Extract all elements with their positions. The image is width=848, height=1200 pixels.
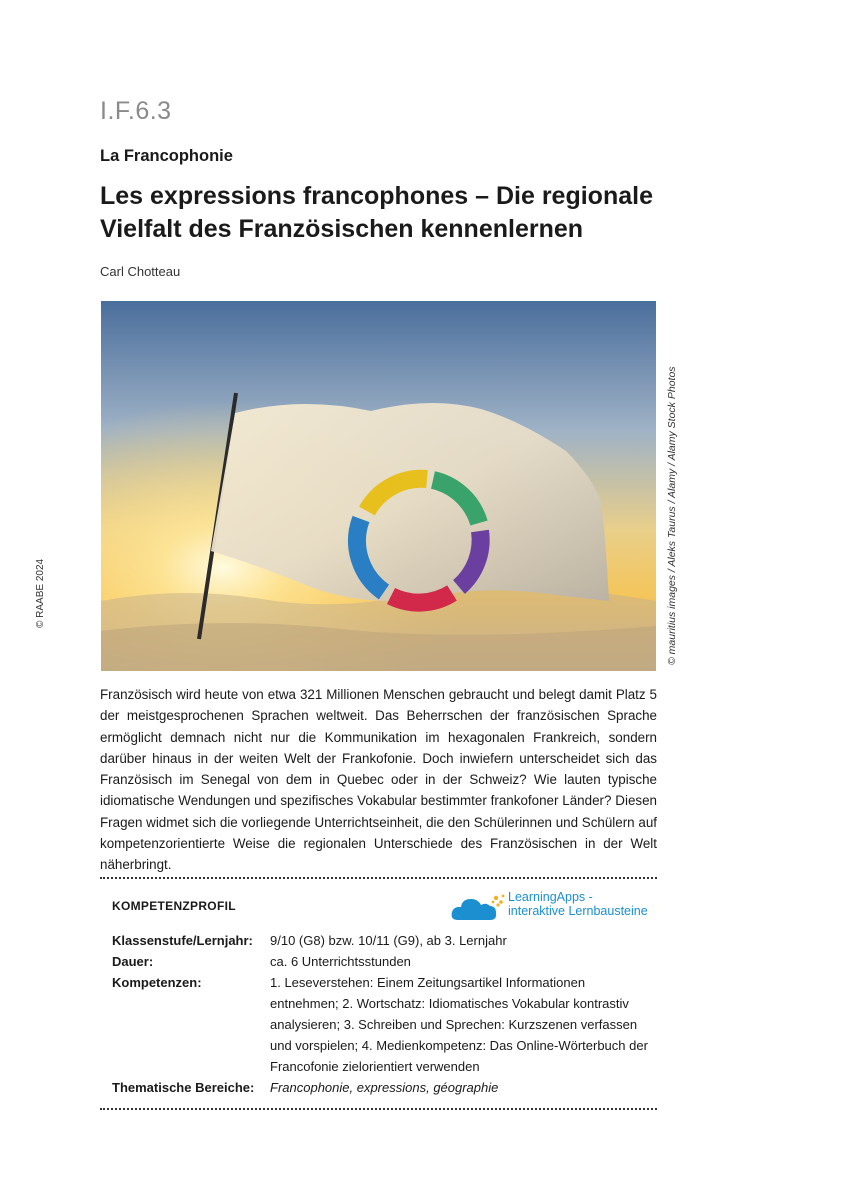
learningapps-text — [508, 890, 648, 918]
profile-label: Dauer: — [112, 954, 154, 969]
competence-profile-heading: KOMPETENZPROFIL — [112, 899, 236, 913]
profile-value: 1. Leseverstehen: Einem Zeitungsartikel Informationen entnehmen; 2. Wortschatz: Idiomatisches Vokabular kontrastiv analysieren; 3. Schreiben und Sprechen: Kurzszenen verfassen und vorspielen; 4. Medienkompetenz: Das Online-Wörterbuch der Francofonie zielorientiert verwenden — [270, 975, 648, 1074]
dotted-divider-top — [100, 877, 657, 879]
profile-row-grade — [112, 930, 657, 951]
intro-paragraph: Französisch wird heute von etwa 321 Millionen Menschen gebraucht und belegt damit Platz 5 der meistgesprochenen Sprachen weltweit. Das Beherrschen der französischen Sprache ermöglicht demnach nicht nur die Kommunikation im hexagonalen Frankreich, sondern darüber hinaus in der weiten Welt der Frankofonie. Doch inwiefern unterscheidet sich das Französisch im Senegal von dem in Quebec oder in der Schweiz? Wie lauten typische idiomatische Wendungen und spezifisches Vokabular bestimmter frankofoner Länder? Diesen Fragen widmet sich die vorliegende Unterrichtseinheit, die den Schülerinnen und Schülern auf kompetenzorientierte Weise die regionalen Unterschiede des Französischen in der Welt näherbringt. — [100, 687, 657, 873]
profile-row-competences — [112, 972, 657, 1077]
unit-code: I.F.6.3 — [100, 97, 172, 125]
profile-label: Thematische Bereiche: — [112, 1080, 255, 1095]
page-title: Les expressions francophones – Die regionale Vielfalt des Französischen kennenlernen — [100, 182, 653, 243]
competence-profile-table — [112, 930, 657, 1098]
profile-value: 9/10 (G8) bzw. 10/11 (G9), ab 3. Lernjahr — [270, 933, 507, 948]
profile-value: Francophonie, expressions, géographie — [270, 1080, 499, 1095]
side-copyright: © RAABE 2024 — [35, 558, 46, 628]
profile-row-topics — [112, 1077, 657, 1098]
francophonie-flag-photo — [101, 301, 656, 671]
author-name: Carl Chotteau — [100, 264, 181, 279]
profile-value: ca. 6 Unterrichtsstunden — [270, 954, 411, 969]
photo-credit: © mauritius images / Aleks Taurus / Alamy / Alamy Stock Photos — [666, 366, 678, 665]
profile-label: Kompetenzen: — [112, 975, 202, 990]
learningapps-line2: interaktive Lernbausteine — [508, 904, 648, 918]
dotted-divider-bottom — [100, 1108, 657, 1110]
profile-row-duration — [112, 951, 657, 972]
cloud-icon — [450, 892, 506, 924]
series-subtitle: La Francophonie — [100, 147, 233, 165]
learningapps-logo[interactable] — [450, 888, 660, 924]
learningapps-line1: LearningApps - — [508, 890, 593, 904]
profile-label: Klassenstufe/Lernjahr: — [112, 933, 253, 948]
